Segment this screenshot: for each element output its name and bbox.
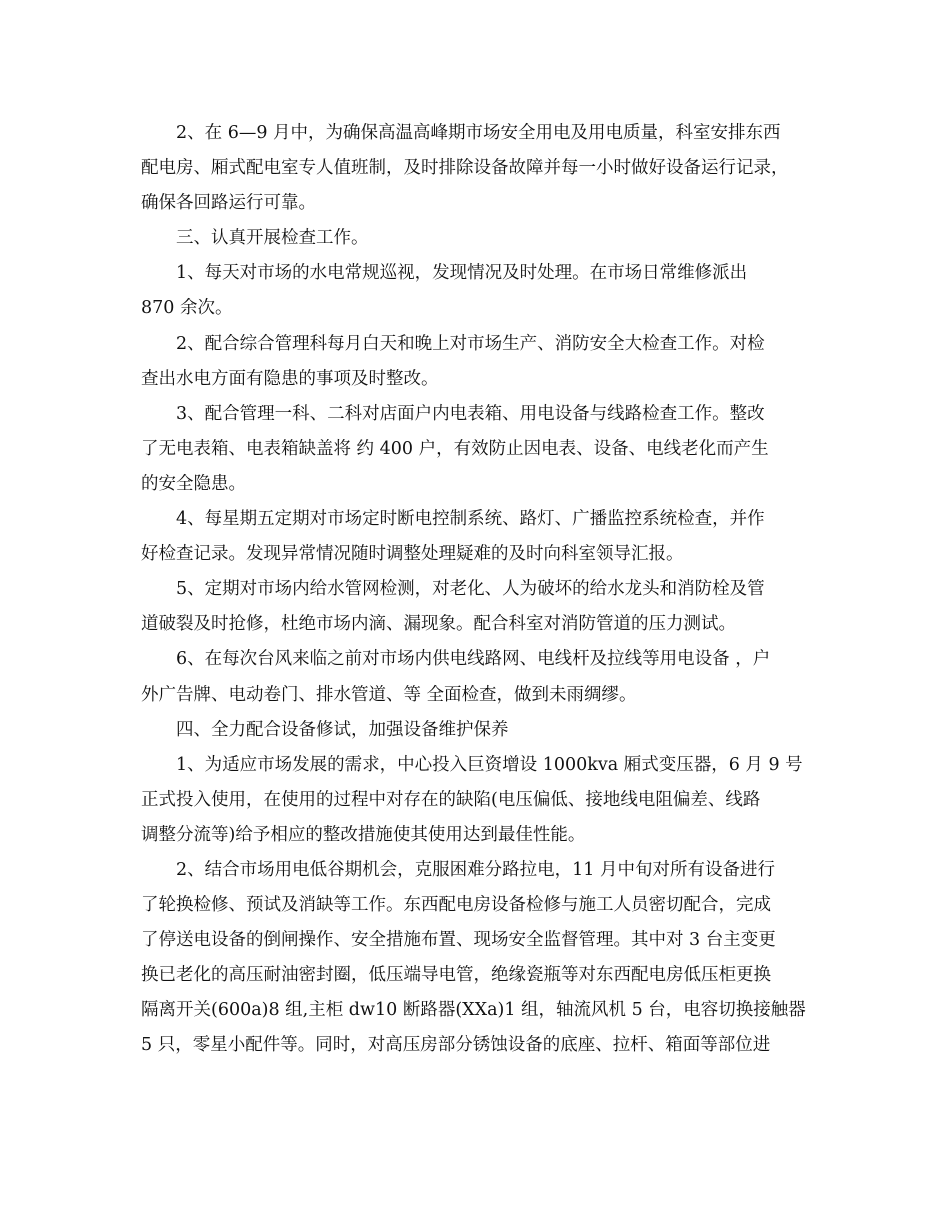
paragraph-line: 2、结合市场用电低谷期机会，克服困难分路拉电，11 月中旬对所有设备进行 — [176, 859, 775, 880]
paragraph-line: 了轮换检修、预试及消缺等工作。东西配电房设备检修与施工人员密切配合，完成 — [141, 895, 771, 916]
paragraph-line: 了无电表箱、电表箱缺盖将 约 400 户，有效防止因电表、设备、电线老化而产生 — [141, 438, 769, 459]
document-body — [141, 116, 809, 1064]
paragraph-line: 道破裂及时抢修，杜绝市场内滴、漏现象。配合科室对消防管道的压力测试。 — [141, 614, 736, 635]
paragraph-line: 的安全隐患。 — [141, 473, 246, 494]
paragraph-line: 了停送电设备的倒闸操作、安全措施布置、现场安全监督管理。其中对 3 台主变更 — [141, 930, 776, 951]
paragraph-line: 外广告牌、电动卷门、排水管道、等 全面检查，做到未雨绸缪。 — [141, 684, 637, 705]
paragraph-line: 870 余次。 — [141, 298, 233, 319]
paragraph-line: 2、在 6—9 月中，为确保高温高峰期市场安全用电及用电质量，科室安排东西 — [176, 123, 781, 143]
paragraph-line: 调整分流等)给予相应的整改措施使其使用达到最佳性能。 — [141, 824, 586, 845]
paragraph-line: 查出水电方面有隐患的事项及时整改。 — [141, 368, 439, 389]
paragraph-line: 换已老化的高压耐油密封圈，低压端导电管，绝缘瓷瓶等对东西配电房低压柜更换 — [141, 965, 771, 986]
paragraph-line: 5 只，零星小配件等。同时，对高压房部分锈蚀设备的底座、拉杆、箱面等部位进 — [141, 1035, 771, 1056]
paragraph-line: 6、在每次台风来临之前对市场内供电线路网、电线杆及拉线等用电设备 ，户 — [176, 649, 771, 670]
paragraph-line: 配电房、厢式配电室专人值班制，及时排除设备故障并每一小时做好设备运行记录， — [141, 158, 789, 179]
paragraph-line: 5、定期对市场内给水管网检测，对老化、人为破坏的给水龙头和消防栓及管 — [176, 579, 765, 600]
paragraph-line: 4、每星期五定期对市场定时断电控制系统、路灯、广播监控系统检查，并作 — [176, 509, 765, 530]
paragraph-line: 3、配合管理一科、二科对店面户内电表箱、用电设备与线路检查工作。整改 — [176, 403, 765, 424]
paragraph-line: 隔离开关(600a)8 组,主柜 dw10 断路器(XXa)1 组，轴流风机 5 台，电容切换接触器 — [141, 1000, 806, 1021]
section-heading: 三、认真开展检查工作。 — [176, 228, 369, 249]
section-heading: 四、全力配合设备修试，加强设备维护保养 — [176, 719, 509, 740]
paragraph-line: 确保各回路运行可靠。 — [141, 193, 316, 214]
paragraph-line: 2、配合综合管理科每月白天和晚上对市场生产、消防安全大检查工作。对检 — [176, 333, 765, 354]
paragraph-line: 1、每天对市场的水电常规巡视，发现情况及时处理。在市场日常维修派出 — [176, 263, 748, 284]
paragraph-line: 正式投入使用，在使用的过程中对存在的缺陷(电压偏低、接地线电阻偏差、线路 — [141, 789, 761, 810]
paragraph-line: 1、为适应市场发展的需求，中心投入巨资增设 1000kva 厢式变压器，6 月 9 号 — [176, 754, 803, 775]
paragraph-line: 好检查记录。发现异常情况随时调整处理疑难的及时向科室领导汇报。 — [141, 544, 684, 565]
